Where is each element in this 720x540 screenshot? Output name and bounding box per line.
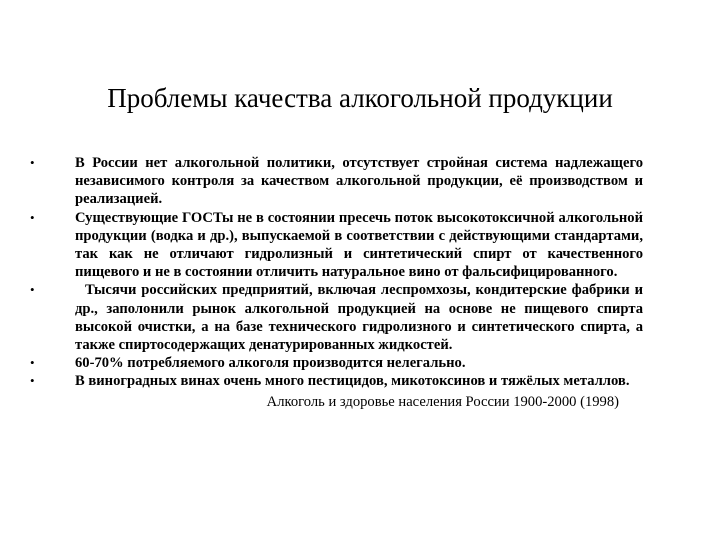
bullet-icon: • xyxy=(30,282,35,298)
bullet-text: Существующие ГОСТы не в состоянии пресечь поток высокотоксичной алкогольной продукции (водка и др.), выпускаемой в соответствии с действующими стандартами, так как не отличают гидролизный и синтетический спирт от качественного пищевого и не в состоянии отличить натуральное вино от фальсифицированного. xyxy=(75,209,643,281)
bullet-text: В виноградных винах очень много пестицидов, микотоксинов и тяжёлых металлов. xyxy=(75,373,630,390)
bullet-icon: • xyxy=(30,155,35,170)
bullet-text: В России нет алкогольной политики, отсутствует стройная система надлежащего независимого контроля за качеством алкогольной продукции, её производством и реализацией. xyxy=(75,155,643,208)
bullet-icon: • xyxy=(30,373,35,389)
bullet-item xyxy=(30,154,643,209)
bullet-list xyxy=(30,154,643,411)
slide-title: Проблемы качества алкогольной продукции xyxy=(107,83,613,113)
bullet-item xyxy=(30,372,643,410)
bullet-item xyxy=(30,281,643,354)
bullet-text: Тысячи российских предприятий, включая леспромхозы, кондитерские фабрики и др., заполонили рынок алкогольной продукцией на основе не пищевого спирта высокой очистки, а на базе технического гидролизного и синтетического спирта, а также спиртосодержащих денатурированных жидкостей. xyxy=(75,282,643,354)
bullet-icon: • xyxy=(30,355,35,371)
bullet-item xyxy=(30,354,643,372)
bullet-item xyxy=(30,209,643,282)
bullet-text: 60-70% потребляемого алкоголя производится нелегально. xyxy=(75,355,466,372)
bullet-icon: • xyxy=(30,209,35,225)
source-citation: Алкоголь и здоровье населения России 1900-2000 (1998) xyxy=(266,393,619,410)
